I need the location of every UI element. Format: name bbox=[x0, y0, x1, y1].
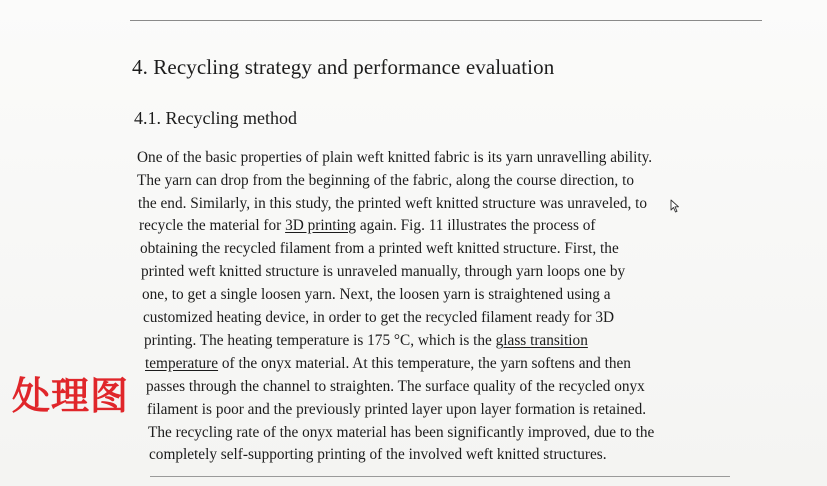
bottom-divider bbox=[150, 476, 730, 477]
paragraph-line bbox=[140, 239, 619, 259]
line-text: printing. The heating temperature is 175 °C, which is the bbox=[144, 332, 496, 349]
line-text: The yarn can drop from the beginning of the fabric, along the course direction, to bbox=[137, 172, 634, 189]
line-text: passes through the channel to straighten. The surface quality of the recycled onyx bbox=[146, 378, 645, 395]
paragraph-line bbox=[138, 194, 647, 214]
paragraph-line bbox=[141, 262, 625, 282]
line-text: filament is poor and the previously printed layer upon layer formation is retained. bbox=[147, 401, 647, 418]
paragraph-line bbox=[149, 445, 607, 465]
paragraph-line bbox=[143, 308, 614, 328]
subsection-heading: 4.1. Recycling method bbox=[134, 108, 297, 128]
line-text: of the onyx material. At this temperature, the yarn softens and then bbox=[218, 355, 631, 372]
line-text: The recycling rate of the onyx material has been significantly improved, due to the bbox=[148, 424, 655, 441]
paragraph-line bbox=[147, 400, 646, 420]
paragraph-line bbox=[146, 377, 645, 397]
paragraph-line bbox=[142, 285, 611, 305]
paragraph-line bbox=[139, 216, 596, 236]
paragraph-line bbox=[137, 171, 634, 191]
paragraph-line bbox=[148, 423, 654, 443]
paragraph-line bbox=[137, 148, 652, 168]
line-text: again. Fig. 11 illustrates the process of bbox=[356, 217, 596, 234]
line-text: printed weft knitted structure is unraveled manually, through yarn loops one by bbox=[141, 263, 626, 280]
top-divider bbox=[130, 20, 762, 21]
section-heading: 4. Recycling strategy and performance evaluation bbox=[132, 55, 555, 79]
line-text: customized heating device, in order to get the recycled filament ready for 3D bbox=[143, 309, 615, 326]
line-text: recycle the material for bbox=[139, 217, 286, 234]
line-text: One of the basic properties of plain weft knitted fabric is its yarn unravelling ability. bbox=[137, 149, 653, 166]
line-text: the end. Similarly, in this study, the printed weft knitted structure was unraveled, to bbox=[138, 195, 648, 212]
paragraph-line bbox=[145, 354, 631, 374]
paragraph-line bbox=[144, 331, 588, 351]
temperature-link[interactable]: temperature bbox=[145, 355, 219, 372]
mouse-pointer-icon bbox=[670, 199, 680, 213]
line-text: completely self-supporting printing of the involved weft knitted structures. bbox=[149, 446, 607, 463]
line-text: obtaining the recycled filament from a printed weft knitted structure. First, the bbox=[140, 240, 619, 257]
watermark-label: 处理图 bbox=[12, 374, 130, 418]
glass-transition-link[interactable]: glass transition bbox=[495, 332, 588, 349]
3d-printing-link[interactable]: 3D printing bbox=[285, 217, 357, 234]
line-text: one, to get a single loosen yarn. Next, the loosen yarn is straightened using a bbox=[142, 286, 611, 303]
